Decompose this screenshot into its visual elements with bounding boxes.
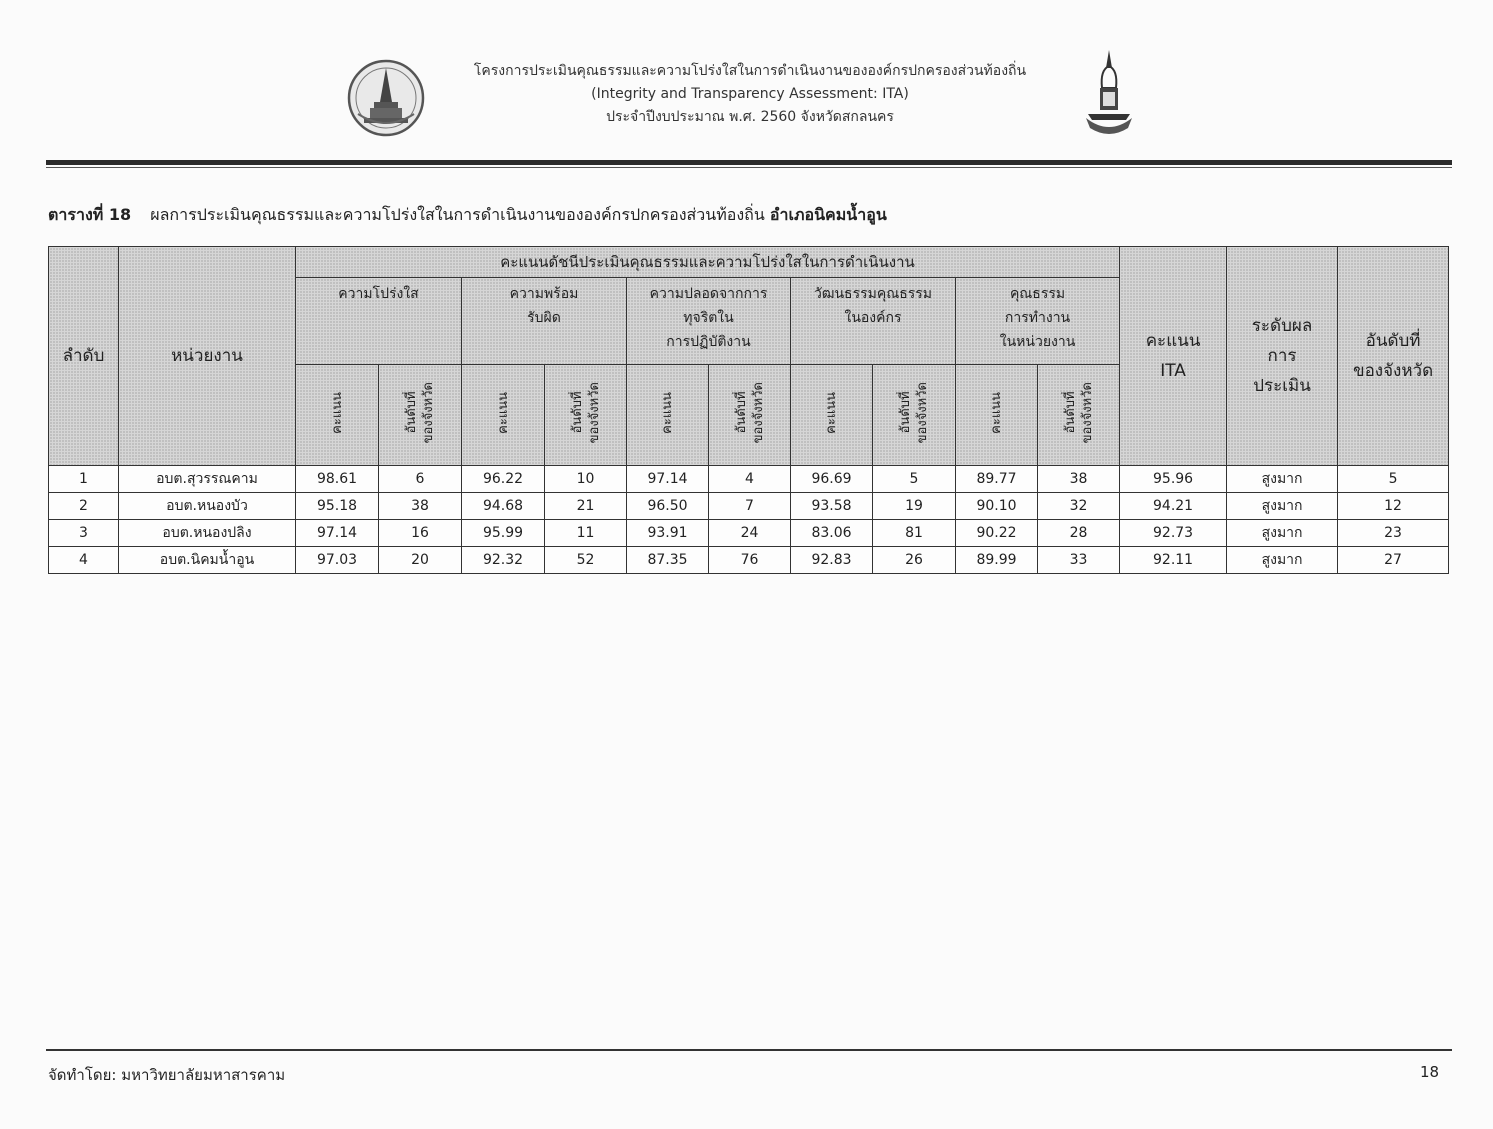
cell-prov-rank: 5 (1338, 466, 1449, 493)
cell-unit: อบต.สุวรรณคาม (119, 466, 296, 493)
header-ita-line-1: คะแนน (1145, 331, 1201, 351)
header-culture-line-2: ในองค์กร (844, 310, 902, 326)
header-line-2: (Integrity and Transparency Assessment: ITA) (591, 86, 909, 102)
subheader-rank-line-2: ของจังหวัด (421, 382, 436, 444)
cell-w-rank: 38 (1038, 466, 1120, 493)
header-corruption-line-2: ทุจริตใน (683, 310, 734, 326)
cell-prov-rank: 23 (1338, 520, 1449, 547)
cell-o-rank: 5 (873, 466, 956, 493)
subheader-score (791, 365, 873, 466)
header-integrity-culture (791, 278, 956, 365)
subheader-rank-line-1: อันดับที่ (404, 392, 419, 434)
subheader-score-label: คะแนน (989, 392, 1004, 434)
ita-results-table (48, 246, 1449, 574)
cell-c-score: 96.50 (627, 493, 709, 520)
header-divider-thin (46, 167, 1452, 168)
subheader-rank (873, 365, 956, 466)
cell-ita: 92.73 (1120, 520, 1227, 547)
cell-c-rank: 76 (709, 547, 791, 574)
header-work-line-3: ในหน่วยงาน (999, 334, 1076, 350)
cell-a-rank: 11 (545, 520, 627, 547)
cell-c-rank: 24 (709, 520, 791, 547)
cell-o-score: 93.58 (791, 493, 873, 520)
subheader-score (462, 365, 545, 466)
header-transparency (296, 278, 462, 365)
cell-prov-rank: 12 (1338, 493, 1449, 520)
cell-level: สูงมาก (1227, 547, 1338, 574)
header-work-line-2: การทำงาน (1004, 310, 1071, 326)
cell-t-score: 97.14 (296, 520, 379, 547)
cell-c-rank: 7 (709, 493, 791, 520)
subheader-rank (379, 365, 462, 466)
cell-w-score: 89.99 (956, 547, 1038, 574)
header-culture-line-1: วัฒนธรรมคุณธรรม (813, 286, 933, 302)
header-transparency-line-1: ความโปร่งใส (338, 286, 419, 302)
subheader-rank (1038, 365, 1120, 466)
subheader-score (296, 365, 379, 466)
header-accountability-line-2: รับผิด (527, 310, 561, 326)
cell-t-rank: 16 (379, 520, 462, 547)
cell-w-rank: 28 (1038, 520, 1120, 547)
cell-a-score: 96.22 (462, 466, 545, 493)
cell-w-score: 90.22 (956, 520, 1038, 547)
phra-that-emblem-icon (346, 58, 426, 138)
header-index-group: คะแนนดัชนีประเมินคุณธรรมและความโปร่งใสในการดำเนินงาน (296, 247, 1120, 278)
cell-no: 1 (49, 466, 119, 493)
cell-ita: 95.96 (1120, 466, 1227, 493)
cell-c-score: 87.35 (627, 547, 709, 574)
subheader-score (956, 365, 1038, 466)
table-number: ตารางที่ 18 (48, 205, 132, 224)
cell-no: 4 (49, 547, 119, 574)
subheader-rank-label (897, 382, 931, 443)
cell-o-rank: 26 (873, 547, 956, 574)
cell-w-score: 89.77 (956, 466, 1038, 493)
subheader-score-label: คะแนน (329, 392, 345, 434)
cell-no: 3 (49, 520, 119, 547)
cell-a-rank: 21 (545, 493, 627, 520)
header-province-rank (1338, 247, 1449, 466)
table-caption (48, 203, 887, 228)
subheader-rank-line-2: ของจังหวัด (586, 382, 602, 444)
header-line-3: ประจำปีงบประมาณ พ.ศ. 2560 จังหวัดสกลนคร (606, 109, 894, 125)
cell-c-score: 97.14 (627, 466, 709, 493)
header-ita-line-2: ITA (1160, 361, 1186, 381)
subheader-rank-label (733, 382, 767, 443)
cell-t-score: 97.03 (296, 547, 379, 574)
header-divider (46, 160, 1452, 165)
subheader-rank-label (569, 382, 603, 443)
header-corruption-line-3: การปฏิบัติงาน (666, 334, 751, 350)
header-work-integrity (956, 278, 1120, 365)
subheader-rank-label (403, 382, 437, 443)
report-header (440, 60, 1060, 129)
cell-t-rank: 6 (379, 466, 462, 493)
header-level-line-3: ประเมิน (1253, 376, 1311, 396)
page-number: 18 (1420, 1063, 1440, 1081)
header-prov-line-2: ของจังหวัด (1352, 361, 1434, 381)
header-level (1227, 247, 1338, 466)
cell-o-score: 83.06 (791, 520, 873, 547)
subheader-score-label: คะแนน (660, 392, 675, 434)
header-unit: หน่วยงาน (119, 247, 296, 466)
table-title: ผลการประเมินคุณธรรมและความโปร่งใสในการดำเนินงานขององค์กรปกครองส่วนท้องถิ่น (150, 205, 765, 224)
table-row (49, 493, 1449, 520)
subheader-rank-line-2: ของจังหวัด (750, 382, 766, 444)
subheader-score-label: คะแนน (495, 392, 511, 434)
cell-a-score: 94.68 (462, 493, 545, 520)
cell-a-score: 95.99 (462, 520, 545, 547)
cell-o-score: 92.83 (791, 547, 873, 574)
cell-unit: อบต.หนองบัว (119, 493, 296, 520)
table-district: อำเภอนิคมน้ำอูน (769, 205, 887, 224)
subheader-rank-line-1: อันดับที่ (733, 392, 749, 434)
cell-unit: อบต.หนองปลิง (119, 520, 296, 547)
cell-t-score: 95.18 (296, 493, 379, 520)
subheader-rank (709, 365, 791, 466)
header-order: ลำดับ (49, 247, 119, 466)
cell-a-rank: 10 (545, 466, 627, 493)
cell-w-rank: 33 (1038, 547, 1120, 574)
cell-level: สูงมาก (1227, 466, 1338, 493)
cell-w-rank: 32 (1038, 493, 1120, 520)
subheader-score-label: คะแนน (824, 392, 839, 434)
header-corruption-line-1: ความปลอดจากการ (649, 286, 768, 302)
cell-ita: 94.21 (1120, 493, 1227, 520)
cell-unit: อบต.นิคมน้ำอูน (119, 547, 296, 574)
header-accountability-line-1: ความพร้อม (509, 286, 579, 302)
cell-o-score: 96.69 (791, 466, 873, 493)
cell-level: สูงมาก (1227, 493, 1338, 520)
header-line-1: โครงการประเมินคุณธรรมและความโปร่งใสในการดำเนินงานขององค์กรปกครองส่วนท้องถิ่น (473, 63, 1027, 79)
cell-c-score: 93.91 (627, 520, 709, 547)
cell-o-rank: 81 (873, 520, 956, 547)
header-work-line-1: คุณธรรม (1009, 286, 1066, 302)
cell-w-score: 90.10 (956, 493, 1038, 520)
cell-no: 2 (49, 493, 119, 520)
subheader-rank-label (1062, 382, 1096, 443)
cell-t-rank: 20 (379, 547, 462, 574)
cell-t-score: 98.61 (296, 466, 379, 493)
header-accountability (462, 278, 627, 365)
cell-a-rank: 52 (545, 547, 627, 574)
footer-divider (46, 1049, 1452, 1051)
cell-t-rank: 38 (379, 493, 462, 520)
subheader-rank (545, 365, 627, 466)
table-row (49, 466, 1449, 493)
table-row (49, 520, 1449, 547)
header-level-line-1: ระดับผล (1251, 316, 1313, 336)
header-prov-line-1: อันดับที่ (1365, 331, 1421, 351)
header-level-line-2: การ (1267, 346, 1297, 366)
cell-o-rank: 19 (873, 493, 956, 520)
subheader-score (627, 365, 709, 466)
table-row (49, 547, 1449, 574)
subheader-rank-line-1: อันดับที่ (569, 392, 585, 434)
cell-a-score: 92.32 (462, 547, 545, 574)
footer-prepared-by: จัดทำโดย: มหาวิทยาลัยมหาสารคาม (48, 1066, 286, 1084)
cell-ita: 92.11 (1120, 547, 1227, 574)
cell-c-rank: 4 (709, 466, 791, 493)
subheader-rank-line-2: ของจังหวัด (915, 382, 930, 444)
university-crest-icon (1078, 48, 1140, 140)
cell-level: สูงมาก (1227, 520, 1338, 547)
subheader-rank-line-1: อันดับที่ (1062, 392, 1078, 434)
header-ita-score (1120, 247, 1227, 466)
subheader-rank-line-1: อันดับที่ (898, 392, 913, 434)
cell-prov-rank: 27 (1338, 547, 1449, 574)
header-anti-corruption (627, 278, 791, 365)
subheader-rank-line-2: ของจังหวัด (1079, 382, 1095, 444)
